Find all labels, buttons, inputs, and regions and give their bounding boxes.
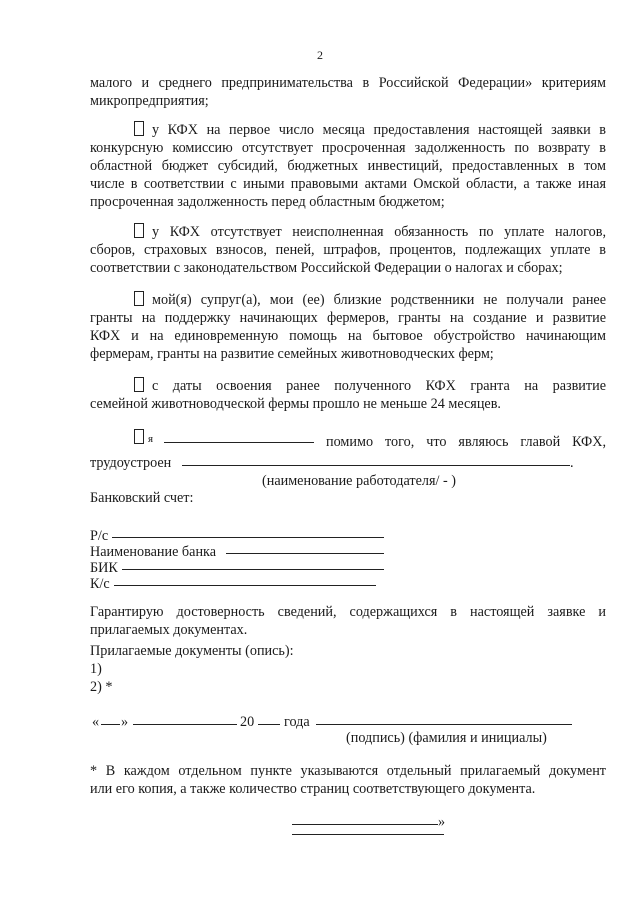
date-quote-close: »	[121, 714, 129, 730]
month-field-line[interactable]	[133, 711, 237, 725]
text-line: соответствии с законодательством Российской Федерации о налогах и сборах;	[90, 260, 563, 276]
text-line: прилагаемых документах.	[90, 622, 248, 638]
text-span: с даты освоения ранее полученного КФХ гранта на развитие	[152, 378, 606, 394]
bank-title: Банковский счет:	[90, 490, 194, 506]
employed-label: трудоустроен	[90, 455, 172, 471]
name-field-line[interactable]	[164, 429, 314, 443]
ks-field-line[interactable]	[114, 572, 376, 586]
signature-caption: (подпись) (фамилия и инициалы)	[346, 730, 547, 746]
end-line-1	[292, 811, 438, 825]
text-line: микропредприятия;	[90, 93, 209, 109]
condition-item-3	[90, 291, 606, 363]
attachment-item-1: 1)	[90, 661, 102, 677]
ks-label: К/с	[90, 576, 110, 592]
condition-item-2	[90, 223, 606, 277]
text-line: семейной животноводческой фермы прошло не меньше 24 месяцев.	[90, 396, 501, 412]
employment-checkbox-row	[134, 429, 153, 448]
bik-label: БИК	[90, 560, 118, 576]
text-line: фермерам, гранты на развитие семейных животноводческих ферм;	[90, 346, 494, 362]
text-span: у КФХ на первое число месяца предоставления настоящей заявки в	[152, 122, 606, 138]
condition-item-1	[90, 121, 606, 211]
end-line-2	[292, 834, 444, 835]
bank-name-label: Наименование банка	[90, 544, 217, 560]
day-field-line[interactable]	[101, 711, 120, 725]
date-quote-open: «	[92, 714, 100, 730]
year-suffix: года	[284, 714, 310, 730]
bik-field-line[interactable]	[122, 556, 384, 570]
year-prefix: 20	[240, 714, 255, 730]
attachments-title: Прилагаемые документы (опись):	[90, 643, 294, 659]
text-line: сборов, страховых взносов, пеней, штрафов, процентов, подлежащих уплате в	[90, 242, 606, 258]
ya-label: я	[148, 433, 154, 445]
footnote	[90, 762, 606, 798]
rs-label: Р/с	[90, 528, 109, 544]
text-line: * В каждом отдельном пункте указываются отдельный прилагаемый документ	[90, 763, 606, 779]
text-line	[90, 291, 606, 309]
end-mark: »	[438, 814, 446, 830]
year-field-line[interactable]	[258, 711, 280, 725]
period: .	[570, 455, 574, 471]
text-span: мой(я) супруг(а), мои (ее) близкие родственники не получали ранее	[152, 292, 606, 308]
text-line: гранты на поддержку начинающих фермеров, гранты на создание и развитие	[90, 310, 606, 326]
checkbox[interactable]	[134, 223, 144, 238]
attachment-item-2: 2) *	[90, 679, 113, 695]
condition-item-4	[90, 377, 606, 413]
checkbox[interactable]	[134, 377, 144, 392]
text-span: у КФХ отсутствует неисполненная обязанность по уплате налогов,	[152, 224, 606, 240]
employer-caption: (наименование работодателя/ - )	[262, 473, 456, 489]
checkbox[interactable]	[134, 291, 144, 306]
guarantee-paragraph	[90, 603, 606, 639]
text-line: областной бюджет субсидий, бюджетных инвестиций, предоставленных в том	[90, 158, 606, 174]
text-line: Гарантирую достоверность сведений, содержащихся в настоящей заявке и	[90, 604, 606, 620]
checkbox[interactable]	[134, 121, 144, 136]
rs-field-line[interactable]	[112, 524, 384, 538]
text-line: или его копия, а также количество страниц соответствующего документа.	[90, 781, 536, 797]
text-line: просроченная задолженность перед областным бюджетом;	[90, 194, 445, 210]
text-line: конкурсную комиссию отсутствует просроченная задолженность по возврату в	[90, 140, 606, 156]
checkbox[interactable]	[134, 429, 144, 444]
text-line: КФХ и на единовременную помощь на бытовое обустройство начинающим	[90, 328, 606, 344]
text-line	[90, 223, 606, 241]
bank-name-field-line[interactable]	[226, 540, 384, 554]
text-line: малого и среднего предпринимательства в Российской Федерации» критериям	[90, 75, 606, 91]
signature-field-line[interactable]	[316, 711, 572, 725]
employer-field-line[interactable]	[182, 452, 570, 466]
text-line: числе в соответствии с иными правовыми актами Омской области, а также иная	[90, 176, 606, 192]
text-line	[90, 377, 606, 395]
page-number: 2	[317, 48, 323, 62]
intro-paragraph	[90, 74, 606, 110]
employment-text: помимо того, что являюсь главой КФХ,	[326, 434, 606, 450]
text-line	[90, 121, 606, 139]
